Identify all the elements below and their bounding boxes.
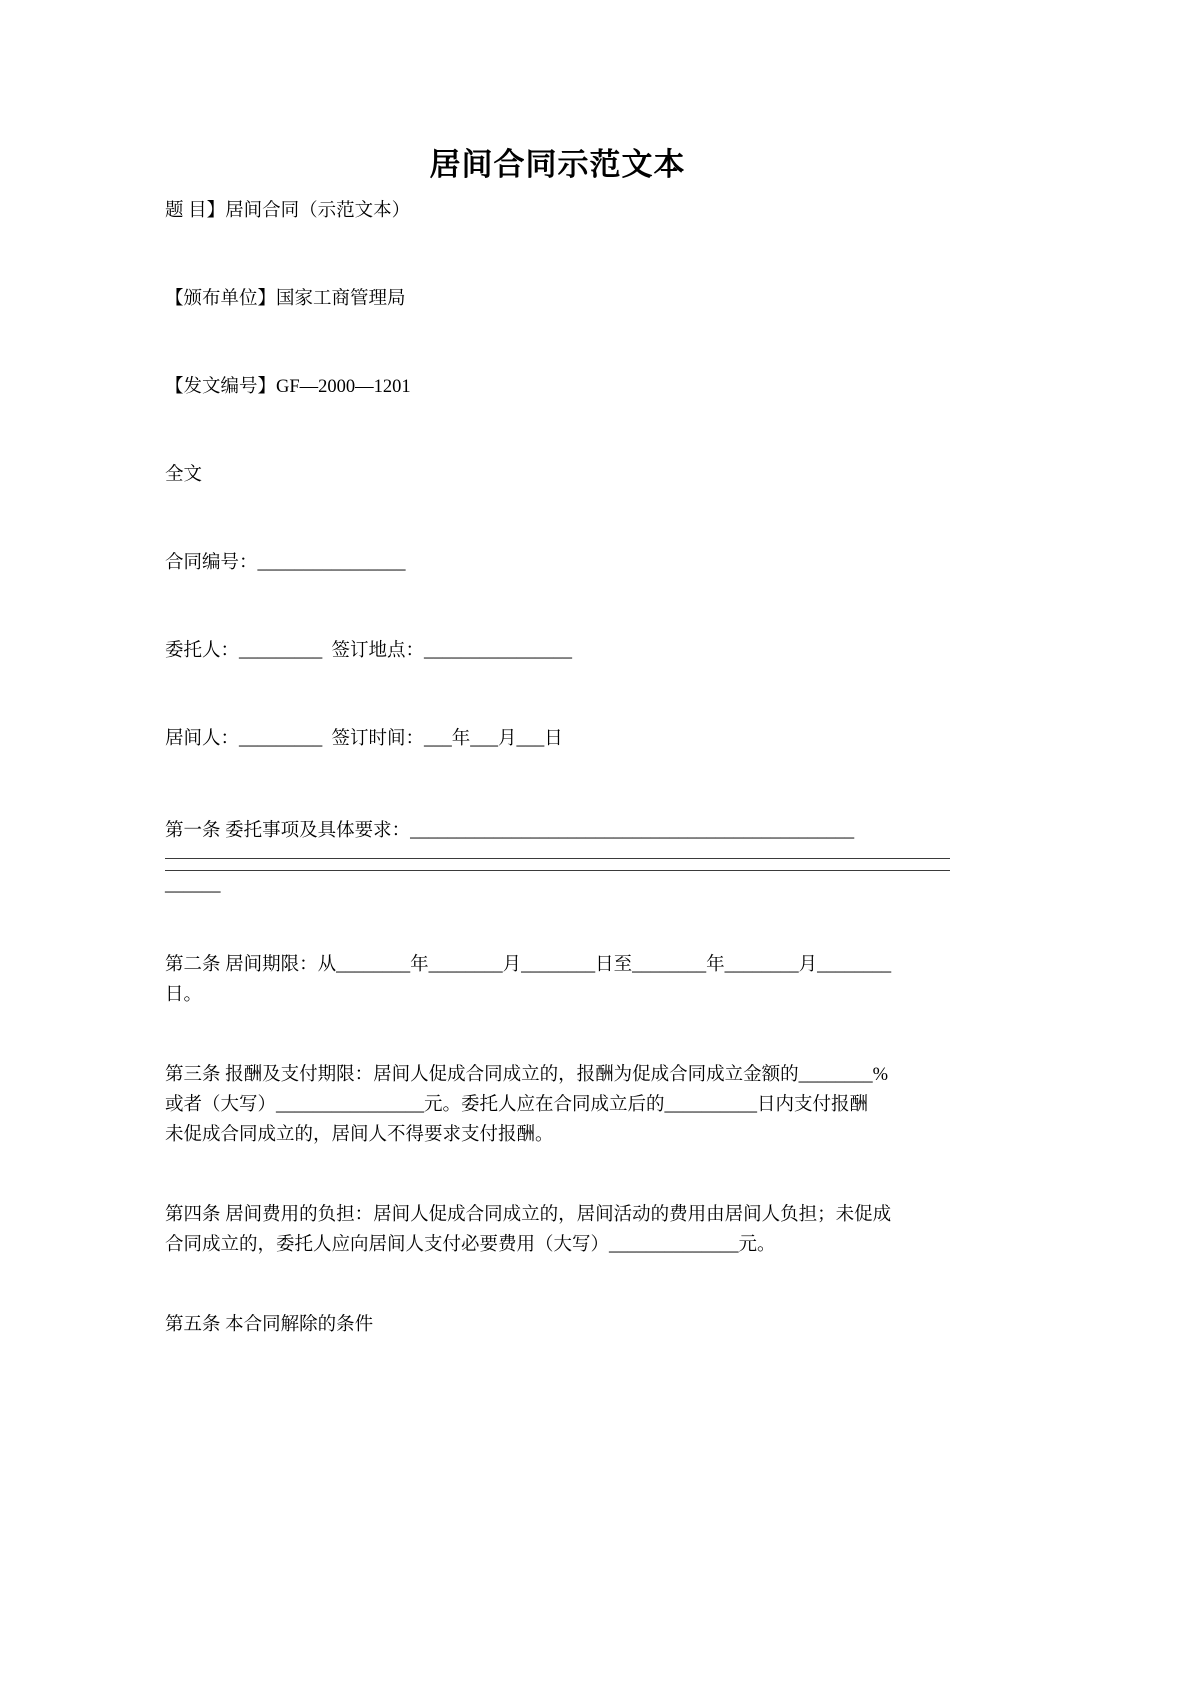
article-3-line-1: 第三条 报酬及支付期限：居间人促成合同成立的，报酬为促成合同成立金额的________% xyxy=(165,1065,889,1086)
document-body xyxy=(165,0,950,1341)
client-label: 委托人： xyxy=(165,640,240,661)
article-5: 第五条 本合同解除的条件 xyxy=(165,1315,374,1336)
article-2-line-1: 第二条 居间期限：从________年________月________日至________年________月________ xyxy=(165,955,892,976)
article-1 xyxy=(165,817,950,902)
sign-place-label: 签订地点： xyxy=(331,640,425,661)
client-and-place-row xyxy=(165,637,950,667)
broker-label: 居间人： xyxy=(165,728,240,749)
article-1-heading: 第一条 委托事项及具体要求： xyxy=(165,820,411,841)
article-3-line-3: 未促成合同成立的，居间人不得要求支付报酬。 xyxy=(165,1125,554,1146)
sign-time-label: 签订时间： xyxy=(331,728,425,749)
article-3-line-2: 或者（大写）________________元。委托人应在合同成立后的__________日内支付报酬 xyxy=(165,1095,869,1116)
article-2-line-2: 日。 xyxy=(165,985,203,1006)
article-4-line-2: 合同成立的，委托人应向居间人支付必要费用（大写）______________元。 xyxy=(165,1235,776,1256)
article-4 xyxy=(165,1201,950,1261)
article-1-blank-short[interactable]: ______ xyxy=(165,875,221,896)
contract-number-row xyxy=(165,549,950,579)
contract-number-label: 合同编号： xyxy=(165,552,258,573)
sign-time-blank[interactable]: ___年___月___日 xyxy=(424,728,563,749)
client-blank[interactable]: _________ xyxy=(239,640,323,661)
article-1-blank-tail[interactable]: ________________________________________________ xyxy=(410,820,855,841)
full-text-label: 全文 xyxy=(165,464,203,485)
article-1-blank-line-b[interactable] xyxy=(165,870,950,871)
doc-number-line: 【发文编号】GF—2000—1201 xyxy=(165,376,411,397)
article-4-line-1: 第四条 居间费用的负担：居间人促成合同成立的，居间活动的费用由居间人负担；未促成 xyxy=(165,1205,892,1226)
article-2 xyxy=(165,951,950,1011)
page-title: 居间合同示范文本 xyxy=(429,147,686,182)
contract-number-blank[interactable]: ________________ xyxy=(257,552,406,573)
article-3 xyxy=(165,1061,950,1151)
broker-and-time-row xyxy=(165,725,950,755)
subject-line: 题 目】居间合同（示范文本） xyxy=(165,200,411,221)
sign-place-blank[interactable]: ________________ xyxy=(424,640,573,661)
article-1-blank-line-a[interactable] xyxy=(165,858,950,859)
issuer-line: 【颁布单位】国家工商管理局 xyxy=(165,288,406,309)
broker-blank[interactable]: _________ xyxy=(239,728,323,749)
